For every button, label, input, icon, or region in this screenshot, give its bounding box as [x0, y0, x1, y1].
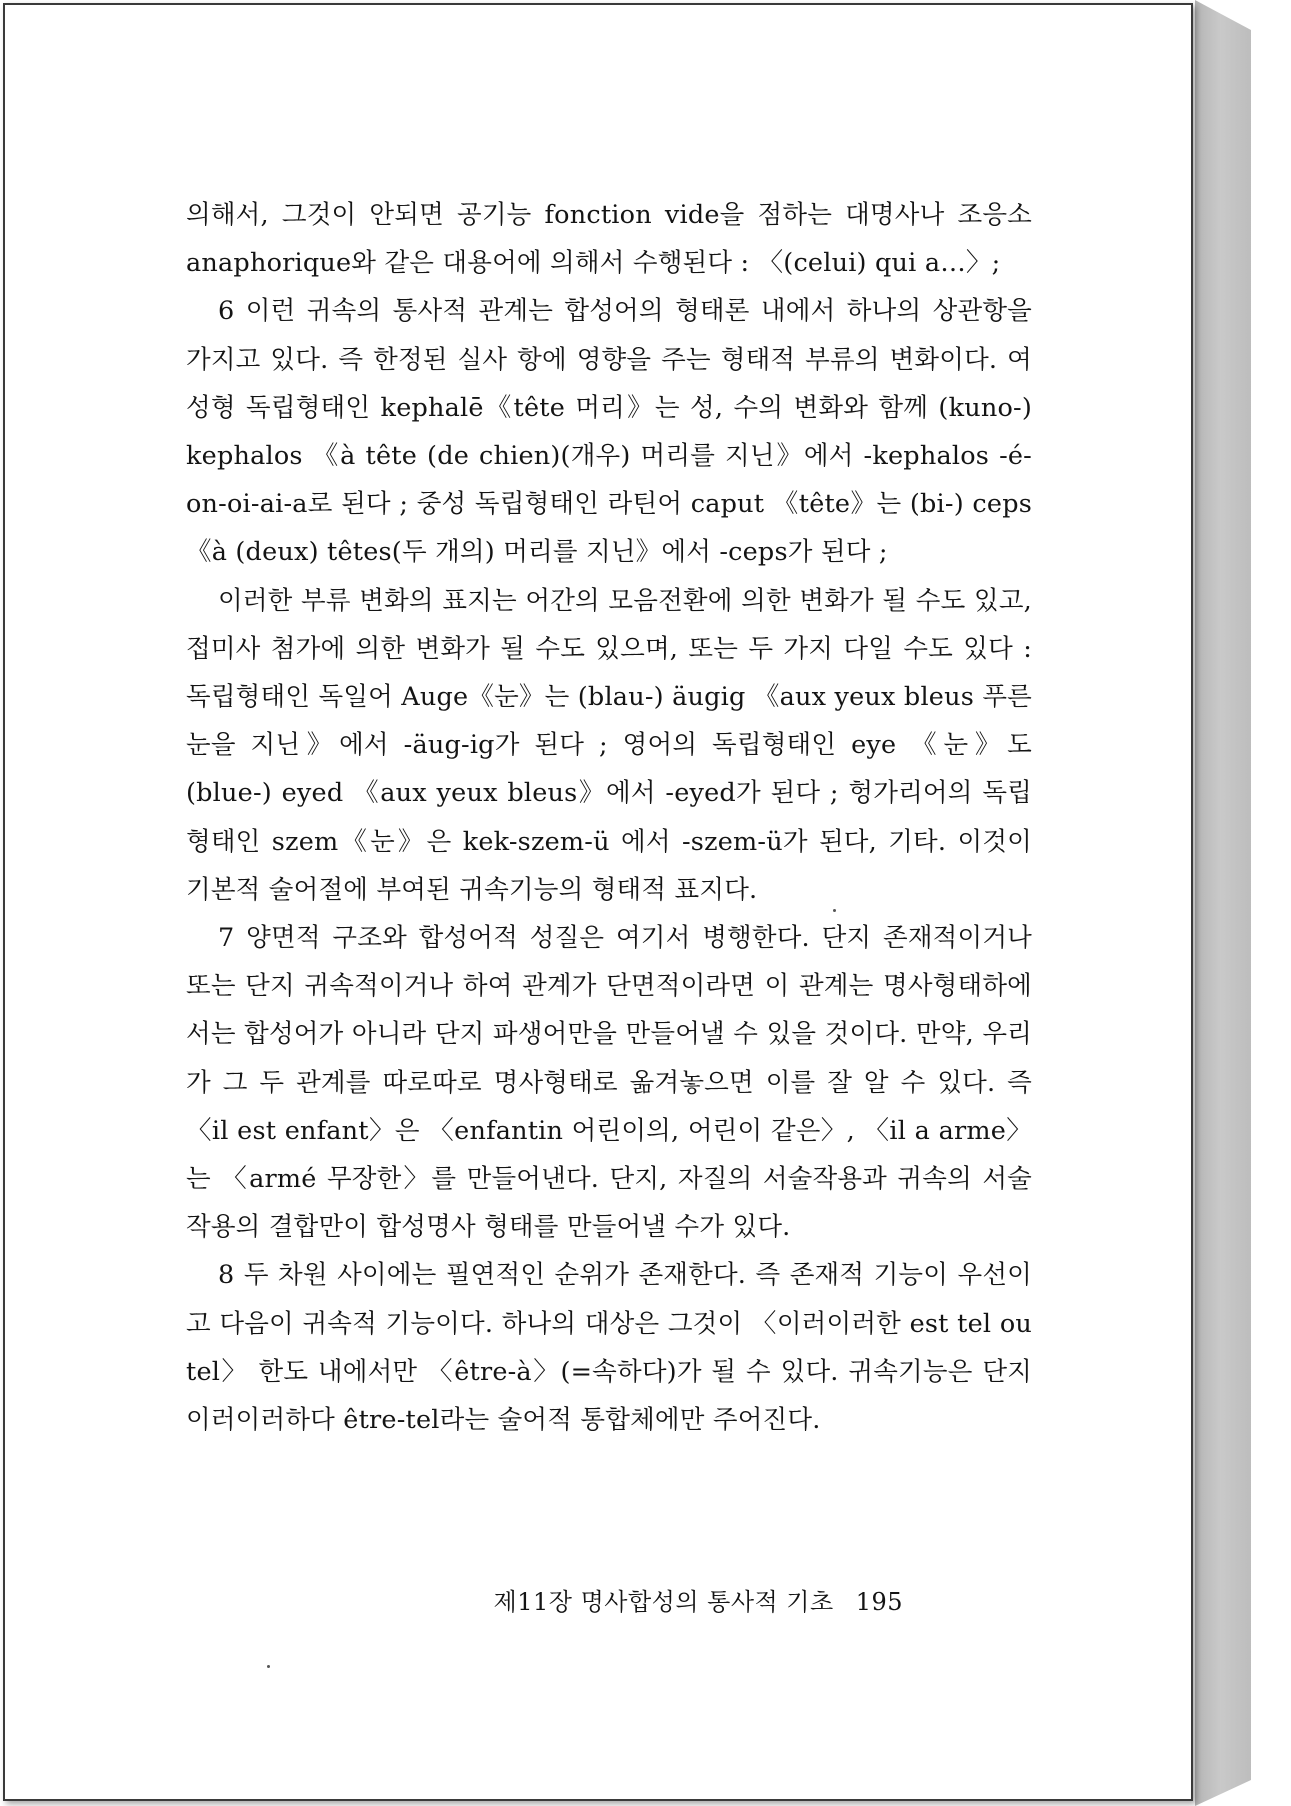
- scan-speck: [833, 909, 836, 912]
- paragraph-7: 7 양면적 구조와 합성어적 성질은 여기서 병행한다. 단지 존재적이거나 또는 단지 귀속적이거나 하여 관계가 단면적이라면 이 관계는 명사형태하에서는 합성어가 아니라 단지 파생어만을 만들어낼 수 있을 것이다. 만약, 우리가 그 두 관계를 따로따로 명사형태로 옮겨놓으면 이를 잘 알 수 있다. 즉 〈il est enfant〉은 〈enfantin 어린이의, 어린이 같은〉, 〈il a arme〉는 〈armé 무장한〉를 만들어낸다. 단지, 자질의 서술작용과 귀속의 서술작용의 결합만이 합성명사 형태를 만들어낼 수가 있다.: [186, 923, 1032, 1243]
- book-page: [3, 3, 1193, 1801]
- paragraph-8: 8 두 차원 사이에는 필연적인 순위가 존재한다. 즉 존재적 기능이 우선이고 다음이 귀속적 기능이다. 하나의 대상은 그것이 〈이러이러한 est tel ou tel〉 한도 내에서만 〈être-à〉(=속하다)가 될 수 있다. 귀속기능은 단지 이러이러하다 être-tel라는 술어적 통합체에만 주어진다.: [186, 1260, 1032, 1436]
- scan-speck: [267, 1665, 270, 1668]
- body-text: [186, 191, 1032, 1444]
- book-page-edge: [1195, 0, 1251, 1806]
- chapter-title: 제11장 명사합성의 통사적 기초: [493, 1588, 834, 1616]
- paragraph-continued: 의해서, 그것이 안되면 공기능 fonction vide을 점하는 대명사나 조응소 anaphorique와 같은 대용어에 의해서 수행된다 : 〈(celui) qui a…〉;: [186, 200, 1032, 279]
- paragraph-6: 6 이런 귀속의 통사적 관계는 합성어의 형태론 내에서 하나의 상관항을 가지고 있다. 즉 한정된 실사 항에 영향을 주는 형태적 부류의 변화이다. 여성형 독립형태인 kephalē《tête 머리》는 성, 수의 변화와 함께 (kuno-) kephalos 《à tête (de chien)(개우) 머리를 지닌》에서 -kephalos -é-on-oi-ai-a로 된다 ; 중성 독립형태인 라틴어 caput 《tête》는 (bi-) ceps 《à (deux) têtes(두 개의) 머리를 지닌》에서 -ceps가 된다 ;: [186, 296, 1032, 568]
- page-number: 195: [855, 1588, 903, 1616]
- running-footer: [494, 1582, 903, 1617]
- paragraph-6-continued: 이러한 부류 변화의 표지는 어간의 모음전환에 의한 변화가 될 수도 있고, 접미사 첨가에 의한 변화가 될 수도 있으며, 또는 두 가지 다일 수도 있다 : 독립형태인 독일어 Auge《눈》는 (blau-) äugig 《aux yeux bleus 푸른 눈을 지닌》에서 -äug-ig가 된다 ; 영어의 독립형태인 eye 《눈》도 (blue-) eyed 《aux yeux bleus》에서 -eyed가 된다 ; 헝가리어의 독립형태인 szem《눈》은 kek-szem-ü 에서 -szem-ü가 된다, 기타. 이것이 기본적 술어절에 부여된 귀속기능의 형태적 표지다.: [186, 585, 1032, 905]
